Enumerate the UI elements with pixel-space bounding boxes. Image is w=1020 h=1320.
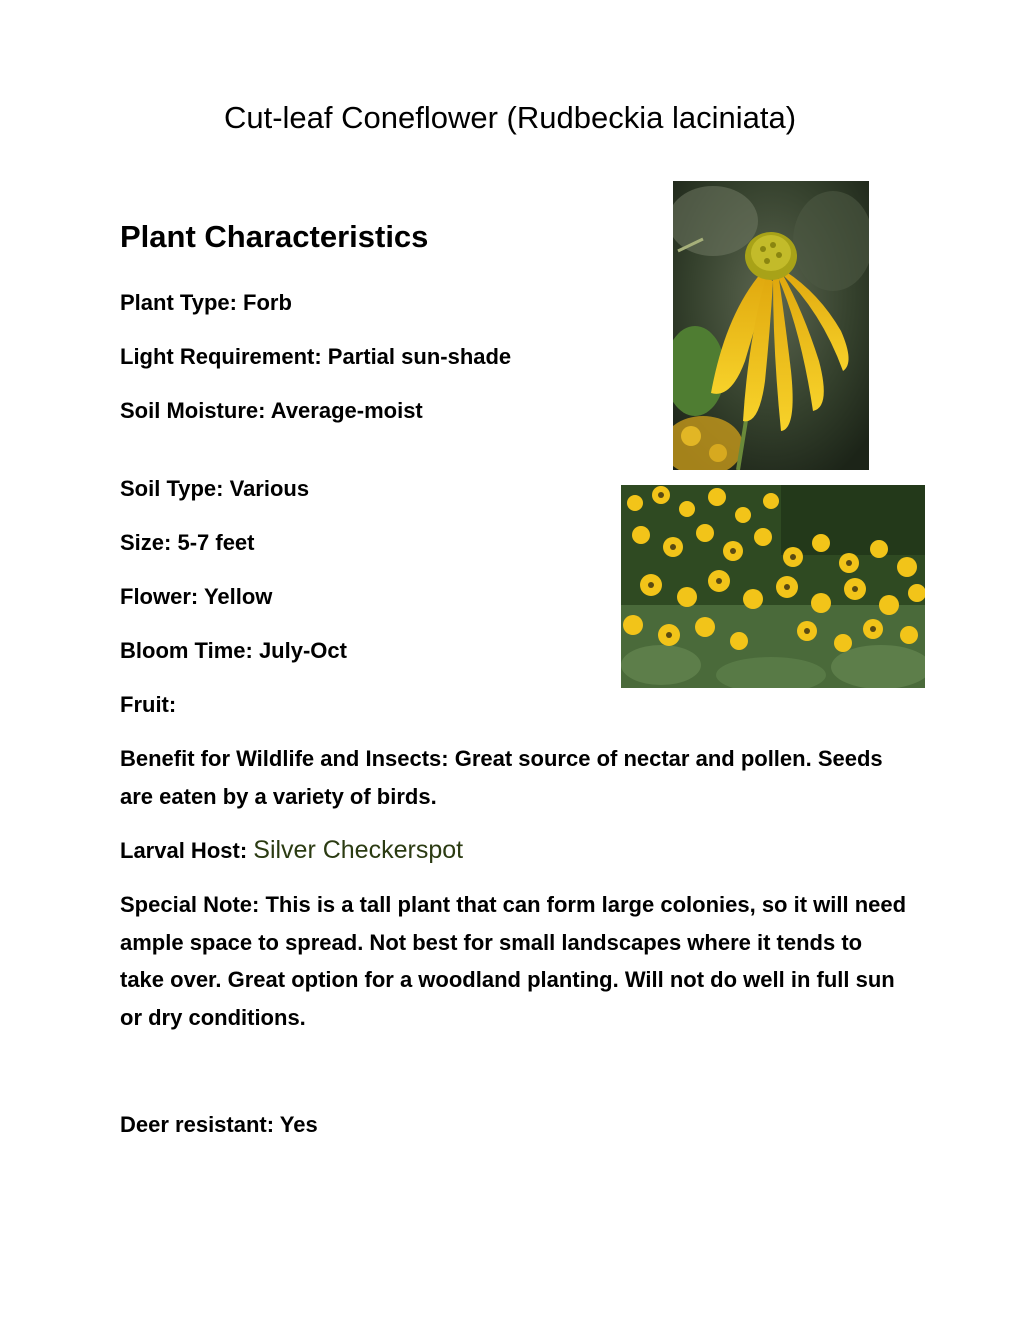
benefit-paragraph: Benefit for Wildlife and Insects: Great source of nectar and pollen. Seeds are eaten by a variety of birds. <box>120 746 883 809</box>
coneflower-closeup-photo <box>673 181 869 470</box>
field-fruit: Fruit: <box>120 692 177 717</box>
field-soil-moisture: Soil Moisture: Average-moist <box>120 398 423 423</box>
section-heading: Plant Characteristics <box>120 219 429 254</box>
larval-host-label: Larval Host: <box>120 838 254 863</box>
coneflower-colony-photo <box>621 485 925 688</box>
field-plant-type: Plant Type: Forb <box>120 290 292 315</box>
field-size: Size: 5-7 feet <box>120 530 255 555</box>
field-deer-resistant: Deer resistant: Yes <box>120 1112 318 1137</box>
larval-host-line <box>120 836 463 865</box>
field-flower: Flower: Yellow <box>120 584 273 609</box>
page-title: Cut-leaf Coneflower (Rudbeckia laciniata) <box>223 100 797 135</box>
larval-host-value: Silver Checkerspot <box>253 836 464 864</box>
field-bloom-time: Bloom Time: July-Oct <box>120 638 347 663</box>
special-note-paragraph: Special Note: This is a tall plant that can form large colonies, so it will need ample space to spread. Not best for small landscapes where it tends to take over. Great option for a woodland planting. Will not do well in full sun or dry conditions. <box>120 892 907 1030</box>
field-soil-type: Soil Type: Various <box>120 476 310 501</box>
field-light-requirement: Light Requirement: Partial sun-shade <box>120 344 512 369</box>
